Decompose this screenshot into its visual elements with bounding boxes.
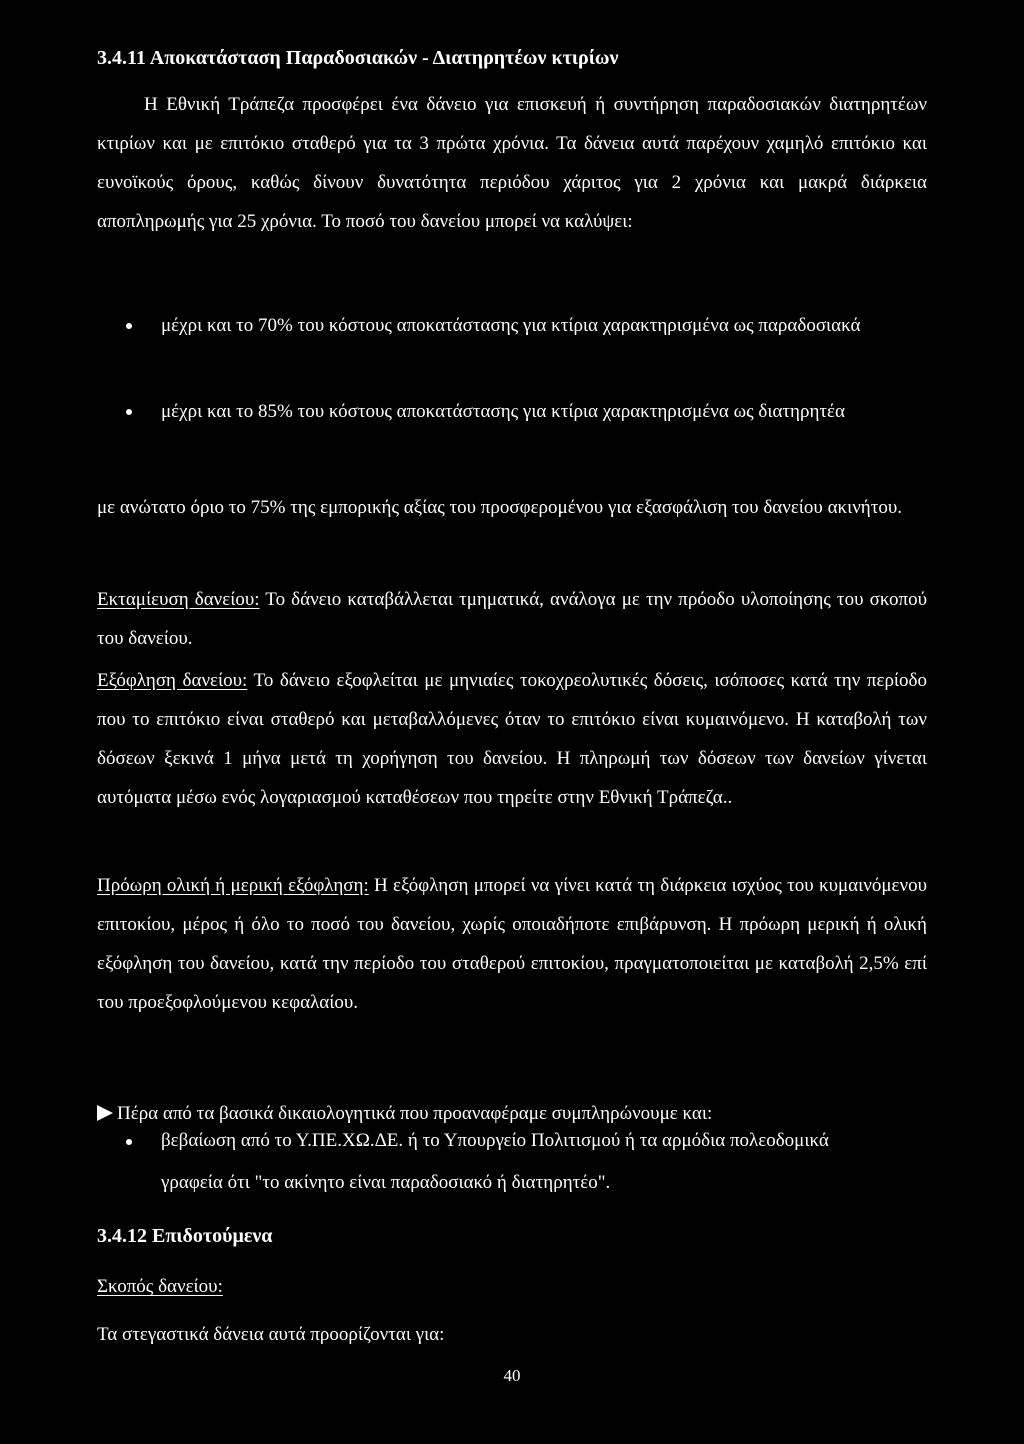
bullet-item	[130, 1120, 890, 1204]
early-repayment-paragraph	[97, 867, 927, 1023]
bullet-dot-icon	[126, 323, 132, 329]
bullet-item	[130, 304, 890, 348]
disbursement-paragraph	[97, 581, 927, 659]
early-repayment-text: Η εξόφληση μπορεί να γίνει κατά τη διάρκεια ισχύος του κυμαινόμενου επιτοκίου, μέρος ή όλο το ποσό του δανείου, χωρίς οποιαδήποτε επιβάρυνση. Η πρόωρη μερική ή ολική εξόφληση του δανείου, κατά την περίοδο του σταθερού επιτοκίου, πραγματοποιείται με καταβολή 2,5% επί του προεξοφλούμενου κεφαλαίου.	[97, 875, 927, 1013]
purpose-text: Τα στεγαστικά δάνεια αυτά προορίζονται για:	[97, 1324, 445, 1345]
section-heading-3-4-12: 3.4.12 Επιδοτούμενα	[97, 1225, 273, 1247]
extra-docs-intro-text: Πέρα από τα βασικά δικαιολογητικά που προαναφέραμε συμπληρώνουμε και:	[117, 1103, 713, 1124]
page-number: 40	[503, 1366, 521, 1385]
intro-paragraph: Η Εθνική Τράπεζα προσφέρει ένα δάνειο για επισκευή ή συντήρηση παραδοσιακών διατηρητέων κτιρίων και με επιτόκιο σταθερό για τα 3 πρώτα χρόνια. Τα δάνεια αυτά παρέχουν χαμηλό επιτόκιο και ευνοϊκούς όρους, καθώς δίνουν δυνατότητα περιόδου χάριτος για 2 χρόνια και μακρά διάρκεια αποπληρωμής για 25 χρόνια. Το ποσό του δανείου μπορεί να καλύψει:	[97, 94, 927, 232]
bullet-item	[130, 390, 890, 434]
limit-paragraph: με ανώτατο όριο το 75% της εμπορικής αξίας του προσφερομένου για εξασφάλιση του δανείου ακινήτου.	[97, 497, 903, 518]
bullet-dot-icon	[126, 409, 132, 415]
purpose-label-paragraph	[97, 1268, 927, 1307]
bullet-dot-icon	[126, 1139, 132, 1145]
triangle-bullet-icon	[97, 1105, 113, 1121]
bullet-text: μέχρι και το 85% του κόστους αποκατάστασης για κτίρια χαρακτηρισμένα ως διατηρητέα	[161, 401, 845, 422]
bullet-text: βεβαίωση από το Υ.ΠΕ.ΧΩ.ΔΕ. ή το Υπουργείο Πολιτισμού ή τα αρμόδια πολεοδομικά γραφεία ότι "το ακίνητο είναι παραδοσιακό ή διατηρητέο".	[161, 1130, 829, 1193]
repayment-paragraph	[97, 662, 927, 818]
repayment-label: Εξόφληση δανείου:	[97, 670, 248, 691]
purpose-label: Σκοπός δανείου:	[97, 1276, 223, 1297]
disbursement-text: Το δάνειο καταβάλλεται τμηματικά, ανάλογα με την πρόοδο υλοποίησης του σκοπού του δανείου.	[97, 589, 927, 649]
early-repayment-label: Πρόωρη ολική ή μερική εξόφληση:	[97, 875, 369, 896]
section-heading-3-4-11: 3.4.11 Αποκατάσταση Παραδοσιακών - Διατηρητέων κτιρίων	[97, 47, 619, 69]
bullet-text: μέχρι και το 70% του κόστους αποκατάστασης για κτίρια χαρακτηρισμένα ως παραδοσιακά	[161, 315, 861, 336]
disbursement-label: Εκταμίευση δανείου:	[97, 589, 260, 610]
repayment-text: Το δάνειο εξοφλείται με μηνιαίες τοκοχρεολυτικές δόσεις, ισόποσες κατά την περίοδο που το επιτόκιο είναι σταθερό και μεταβαλλόμενες όταν το επιτόκιο είναι κυμαινόμενο. Η καταβολή των δόσεων ξεκινά 1 μήνα μετά τη χορήγηση του δανείου. Η πληρωμή των δόσεων των δανείων γίνεται αυτόματα μέσω ενός λογαριασμού καταθέσεων που τηρείτε στην Εθνική Τράπεζα..	[97, 670, 927, 808]
